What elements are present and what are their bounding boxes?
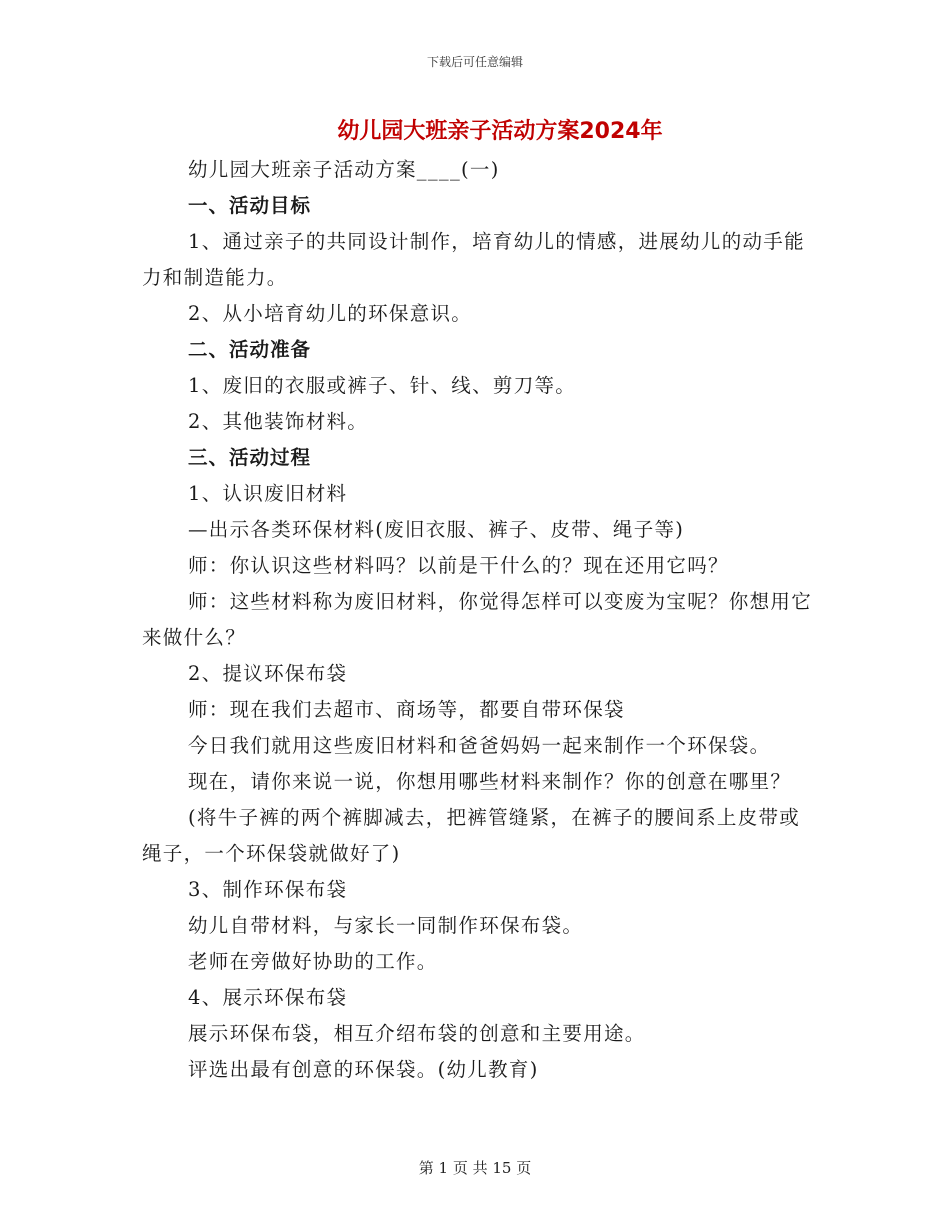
document-title: 幼儿园大班亲子活动方案2024年 — [337, 119, 663, 144]
paragraph-step-2: 2、提议环保布袋 — [188, 662, 348, 685]
document-body — [142, 152, 812, 1088]
paragraph-goal-1: 1、通过亲子的共同设计制作，培育幼儿的情感，进展幼儿的动手能力和制造能力。 — [142, 230, 805, 289]
paragraph-teacher-help: 老师在旁做好协助的工作。 — [188, 950, 438, 973]
paragraph-select: 评选出最有创意的环保袋。(幼儿教育) — [188, 1058, 539, 1081]
paragraph-today: 今日我们就用这些废旧材料和爸爸妈妈一起来制作一个环保袋。 — [188, 734, 771, 757]
paragraph-prep-1: 1、废旧的衣服或裤子、针、线、剪刀等。 — [188, 374, 577, 397]
paragraph-step-1: 1、认识废旧材料 — [188, 482, 348, 505]
section-heading-goals: 一、活动目标 — [188, 194, 312, 217]
paragraph-step-4: 4、展示环保布袋 — [188, 986, 348, 1009]
section-heading-preparation: 二、活动准备 — [188, 338, 312, 361]
header-note: 下载后可任意编辑 — [426, 55, 523, 69]
paragraph-kids-make: 幼儿自带材料，与家长一同制作环保布袋。 — [188, 914, 584, 937]
paragraph-now: 现在，请你来说一说，你想用哪些材料来制作？你的创意在哪里？ — [188, 770, 792, 793]
paragraph-subtitle: 幼儿园大班亲子活动方案____(一) — [188, 158, 500, 181]
paragraph-teacher-q3: 师：现在我们去超市、商场等，都要自带环保袋 — [188, 698, 625, 721]
page-footer: 第 1 页 共 15 页 — [418, 1159, 532, 1177]
paragraph-show: 展示环保布袋，相互介绍布袋的创意和主要用途。 — [188, 1022, 646, 1045]
paragraph-prep-2: 2、其他装饰材料。 — [188, 410, 369, 433]
paragraph-note: (将牛子裤的两个裤脚减去，把裤管缝紧，在裤子的腰间系上皮带或绳子，一个环保袋就做好了) — [142, 806, 801, 865]
paragraph-materials: —出示各类环保材料(废旧衣服、裤子、皮带、绳子等) — [188, 518, 685, 541]
paragraph-goal-2: 2、从小培育幼儿的环保意识。 — [188, 302, 473, 325]
paragraph-teacher-q2: 师：这些材料称为废旧材料，你觉得怎样可以变废为宝呢？你想用它来做什么？ — [142, 590, 813, 649]
paragraph-step-3: 3、制作环保布袋 — [188, 878, 348, 901]
paragraph-teacher-q1: 师：你认识这些材料吗？以前是干什么的？现在还用它吗？ — [188, 554, 729, 577]
section-heading-process: 三、活动过程 — [188, 446, 312, 469]
